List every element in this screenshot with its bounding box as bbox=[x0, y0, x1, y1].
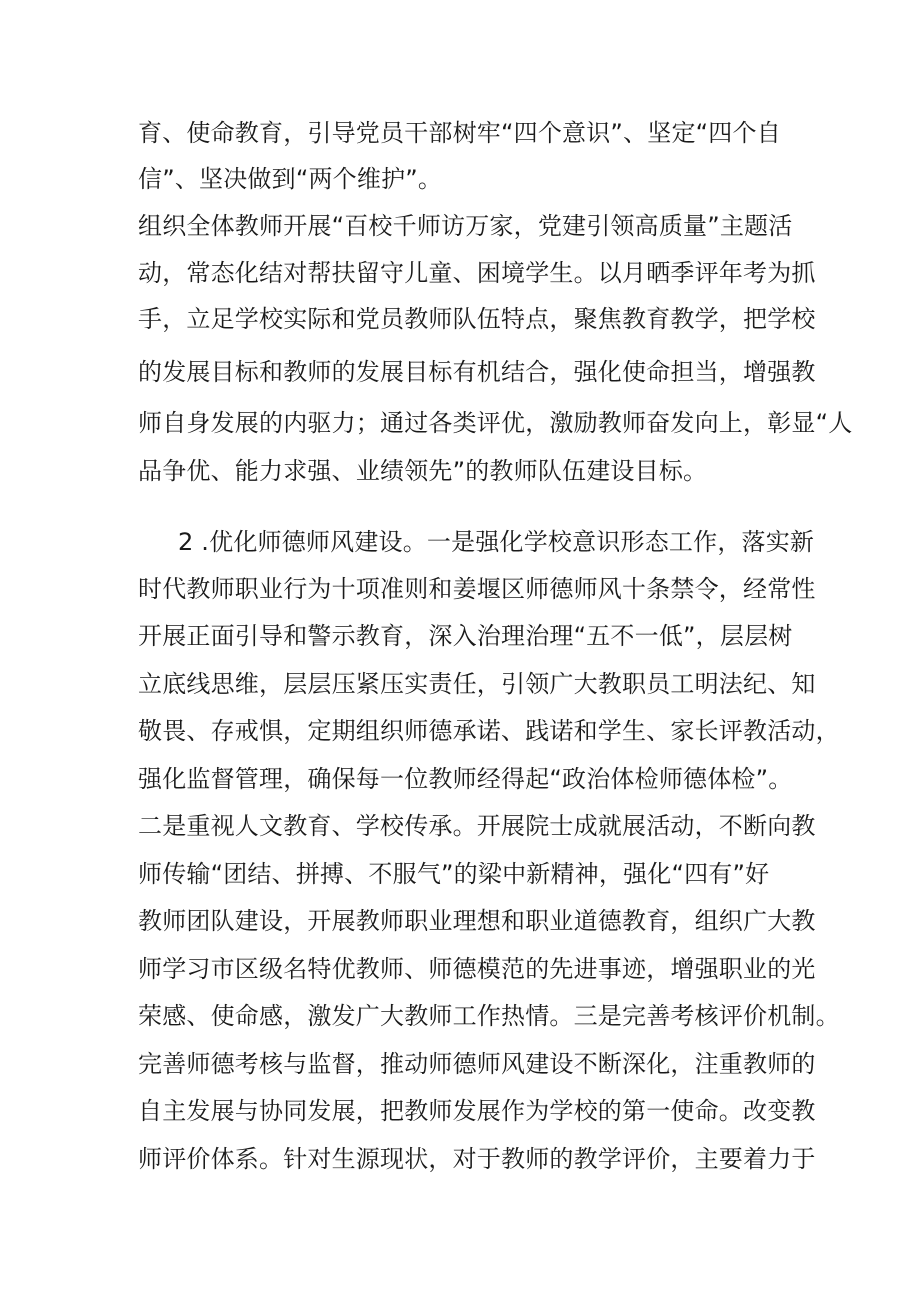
paragraph-3-line-9: 教师团队建设，开展教师职业理想和职业道德教育，组织广大教 bbox=[138, 907, 816, 935]
paragraph-2-line-6: 品争优、能力求强、业绩领先”的教师队伍建设目标。 bbox=[138, 457, 708, 485]
paragraph-3-line-3: 开展正面引导和警示教育，深入治理治理“五不一低”，层层树 bbox=[138, 622, 793, 650]
paragraph-3-line-6: 强化监督管理，确保每一位教师经得起“政治体检师德体检”。 bbox=[138, 765, 793, 793]
paragraph-2-line-1: 组织全体教师开展“百校千师访万家，党建引领高质量”主题活 bbox=[138, 212, 793, 240]
paragraph-3-line-11: 荣感、使命感，激发广大教师工作热情。三是完善考核评价机制。 bbox=[138, 1002, 840, 1030]
paragraph-3-line-4: 立底线思维，层层压紧压实责任，引领广大教职员工明法纪、知 bbox=[138, 670, 816, 698]
paragraph-3-line-14: 师评价体系。针对生源现状，对于教师的教学评价，主要着力于 bbox=[138, 1145, 816, 1173]
paragraph-3-line-13: 自主发展与协同发展，把教师发展作为学校的第一使命。改变教 bbox=[138, 1097, 816, 1125]
paragraph-2-line-4: 的发展目标和教师的发展目标有机结合，强化使命担当，增强教 bbox=[138, 358, 816, 386]
paragraph-1-line-2: 信”、坚决做到“两个维护”。 bbox=[138, 165, 443, 193]
paragraph-3-line-10: 师学习市区级名特优教师、师德模范的先进事迹，增强职业的光 bbox=[138, 955, 816, 983]
paragraph-3-line-1: 2 .优化师德师风建设。一是强化学校意识形态工作，落实新 bbox=[178, 528, 815, 556]
paragraph-1-line-1: 育、使命教育，引导党员干部树牢“四个意识”、坚定“四个自 bbox=[138, 119, 781, 147]
paragraph-3-line-2: 时代教师职业行为十项准则和姜堰区师德师风十条禁令，经常性 bbox=[138, 575, 816, 603]
paragraph-2-line-3: 手，立足学校实际和党员教师队伍特点，聚焦教育教学，把学校 bbox=[138, 305, 816, 333]
paragraph-3-line-7: 二是重视人文教育、学校传承。开展院士成就展活动，不断向教 bbox=[138, 812, 816, 840]
paragraph-3-line-8: 师传输“团结、拼搏、不服气”的梁中新精神，强化“四有”好 bbox=[138, 860, 770, 888]
paragraph-2-line-2: 动，常态化结对帮扶留守儿童、困境学生。以月晒季评年考为抓 bbox=[138, 259, 816, 287]
paragraph-2-line-5: 师自身发展的内驱力；通过各类评优，激励教师奋发向上，彰显“人 bbox=[138, 409, 853, 437]
paragraph-3-line-12: 完善师德考核与监督，推动师德师风建设不断深化，注重教师的 bbox=[138, 1050, 816, 1078]
paragraph-3-line-5: 敬畏、存戒惧，定期组织师德承诺、践诺和学生、家长评教活动， bbox=[138, 717, 840, 745]
